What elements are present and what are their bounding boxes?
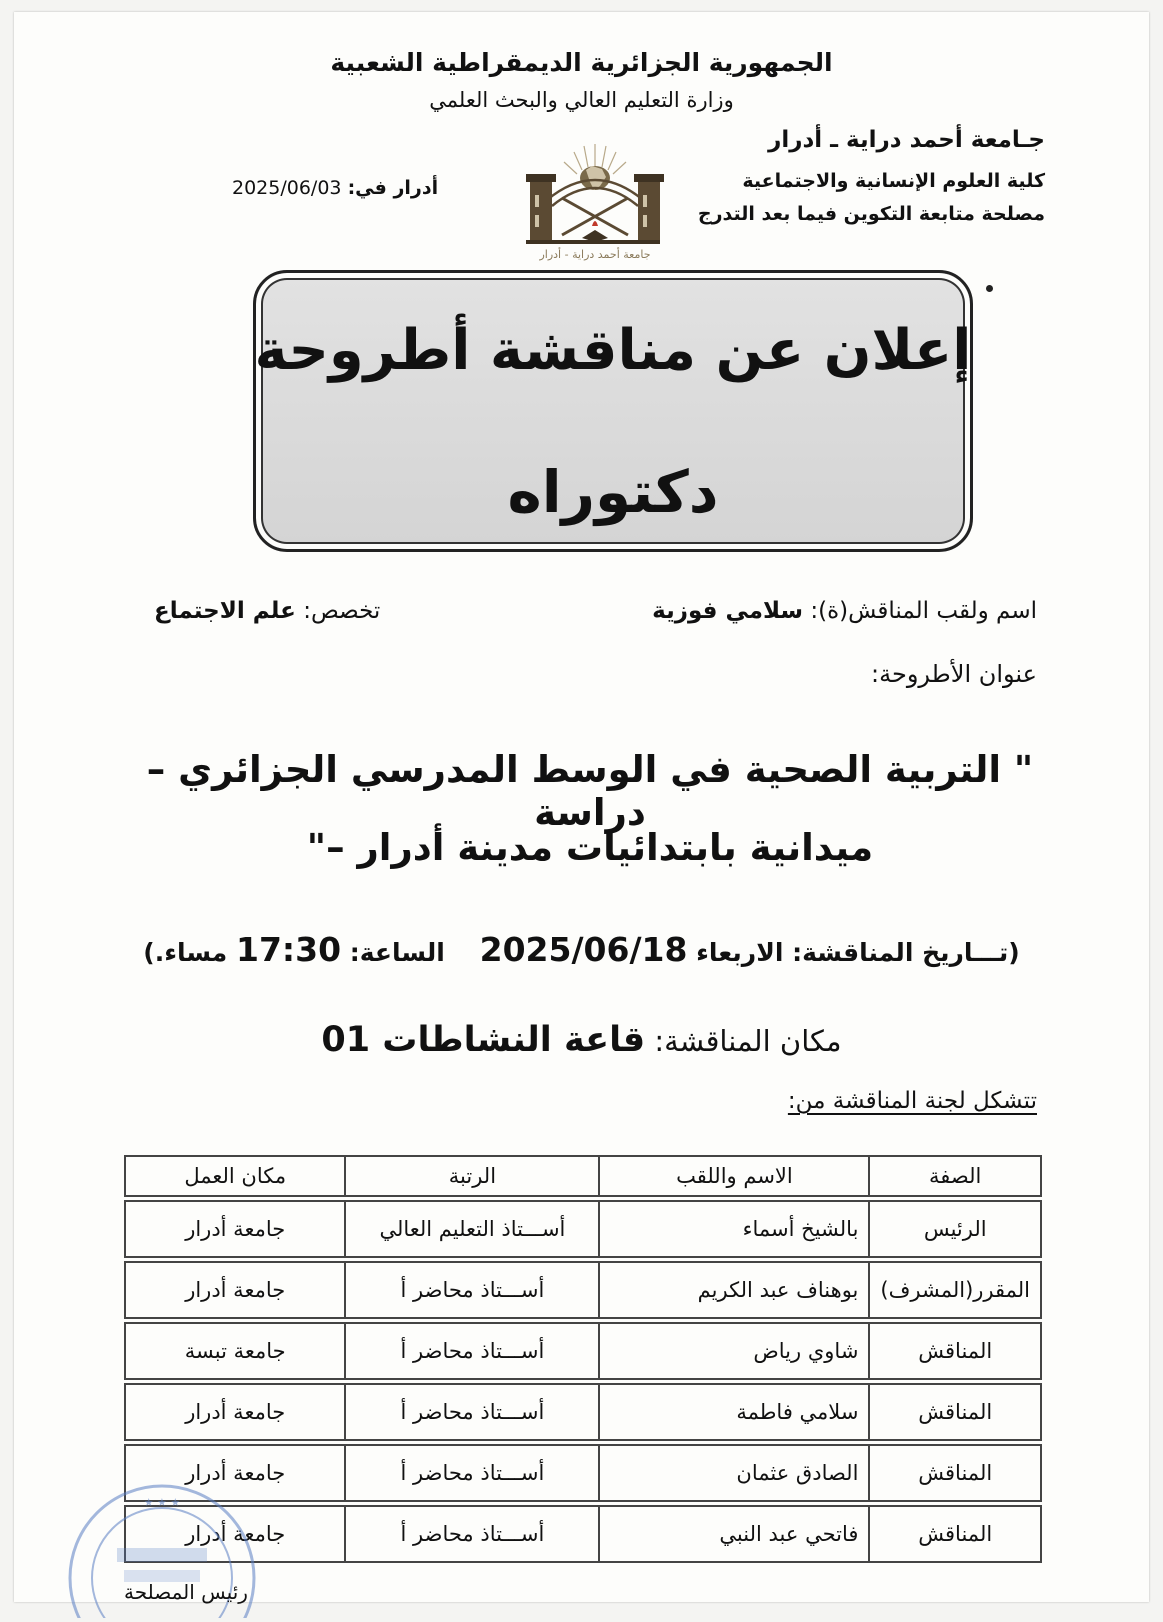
- stray-dot: [986, 285, 993, 292]
- row-workplace: جامعة أدرار: [125, 1445, 345, 1501]
- table-row: [125, 1445, 1041, 1501]
- candidate-name-line: [652, 598, 1037, 624]
- row-rank: أســـتاذ التعليم العالي: [345, 1201, 599, 1257]
- defense-date-line: [0, 930, 1163, 969]
- defense-time: 17:30: [236, 930, 342, 969]
- announcement-title-line2: دكتوراه: [507, 458, 719, 526]
- row-role: المناقش: [869, 1506, 1041, 1562]
- row-name: سلامي فاطمة: [599, 1384, 869, 1440]
- svg-text:★ ★ ★: ★ ★ ★: [143, 1496, 181, 1509]
- table-row: [125, 1506, 1041, 1562]
- table-row: [125, 1201, 1041, 1257]
- row-workplace: جامعة تبسة: [125, 1323, 345, 1379]
- issue-date-value: 2025/06/03: [232, 177, 342, 199]
- university-logo-icon: [522, 140, 687, 262]
- header-rank: الرتبة: [345, 1156, 599, 1196]
- specialty-line: [154, 598, 380, 624]
- row-workplace: جامعة أدرار: [125, 1201, 345, 1257]
- faculty-name: كلية العلوم الإنسانية والاجتماعية: [742, 170, 1045, 192]
- thesis-title-line1: " التربية الصحية في الوسط المدرسي الجزائري – دراسة: [146, 748, 1034, 834]
- candidate-name-label: اسم ولقب المناقش(ة):: [810, 598, 1037, 624]
- row-role: المقرر(المشرف): [869, 1262, 1041, 1318]
- row-role: المناقش: [869, 1384, 1041, 1440]
- row-rank: أســـتاذ محاضر أ: [345, 1323, 599, 1379]
- issue-date-label: أدرار في:: [347, 177, 439, 199]
- table-row: [125, 1262, 1041, 1318]
- committee-label: تتشكل لجنة المناقشة من:: [787, 1088, 1037, 1114]
- defense-date-label: (تـــاريخ المناقشة:: [792, 938, 1020, 967]
- row-workplace: جامعة أدرار: [125, 1506, 345, 1562]
- header-name: الاسم واللقب: [599, 1156, 869, 1196]
- logo-caption: جامعة أحمد دراية - أدرار: [539, 248, 651, 261]
- defense-day: الاربعاء: [696, 938, 784, 967]
- row-workplace: جامعة أدرار: [125, 1384, 345, 1440]
- table-row: [125, 1323, 1041, 1379]
- specialty-value: علم الاجتماع: [154, 598, 296, 624]
- defense-place-line: [0, 1020, 1163, 1060]
- row-role: المناقش: [869, 1445, 1041, 1501]
- specialty-label: تخصص:: [303, 598, 381, 624]
- header-workplace: مكان العمل: [125, 1156, 345, 1196]
- header-role: الصفة: [869, 1156, 1041, 1196]
- defense-place: قاعة النشاطات 01: [321, 1020, 646, 1060]
- row-role: المناقش: [869, 1323, 1041, 1379]
- row-rank: أســـتاذ محاضر أ: [345, 1384, 599, 1440]
- row-rank: أســـتاذ محاضر أ: [345, 1262, 599, 1318]
- row-role: الرئيس: [869, 1201, 1041, 1257]
- defense-time-label: الساعة:: [349, 938, 445, 967]
- committee-table-header: [125, 1156, 1041, 1196]
- issue-date: [232, 177, 438, 199]
- row-workplace: جامعة أدرار: [125, 1262, 345, 1318]
- row-rank: أســـتاذ محاضر أ: [345, 1445, 599, 1501]
- row-name: الصادق عثمان: [599, 1445, 869, 1501]
- thesis-label: عنوان الأطروحة:: [871, 660, 1037, 688]
- announcement-title-line1: إعلان عن مناقشة أطروحة: [254, 318, 972, 383]
- university-name: جـامعة أحمد دراية ـ أدرار: [768, 127, 1045, 153]
- row-name: بالشيخ أسماء: [599, 1201, 869, 1257]
- defense-date: 2025/06/18: [479, 930, 688, 969]
- row-name: فاتحي عبد النبي: [599, 1506, 869, 1562]
- row-name: شاوي رياض: [599, 1323, 869, 1379]
- service-name: مصلحة متابعة التكوين فيما بعد التدرج: [697, 203, 1045, 225]
- thesis-title-line2: ميدانية بابتدائيات مدينة أدرار –": [306, 826, 874, 869]
- candidate-name: سلامي فوزية: [652, 598, 804, 624]
- table-row: [125, 1384, 1041, 1440]
- ministry-heading: وزارة التعليم العالي والبحث العلمي: [429, 88, 734, 112]
- row-name: بوهناف عبد الكريم: [599, 1262, 869, 1318]
- row-rank: أســـتاذ محاضر أ: [345, 1506, 599, 1562]
- republic-heading: الجمهورية الجزائرية الديمقراطية الشعبية: [330, 48, 833, 77]
- defense-period: مساء.): [143, 938, 228, 967]
- head-of-service: رئيس المصلحة: [124, 1580, 248, 1604]
- defense-place-label: مكان المناقشة:: [654, 1024, 842, 1058]
